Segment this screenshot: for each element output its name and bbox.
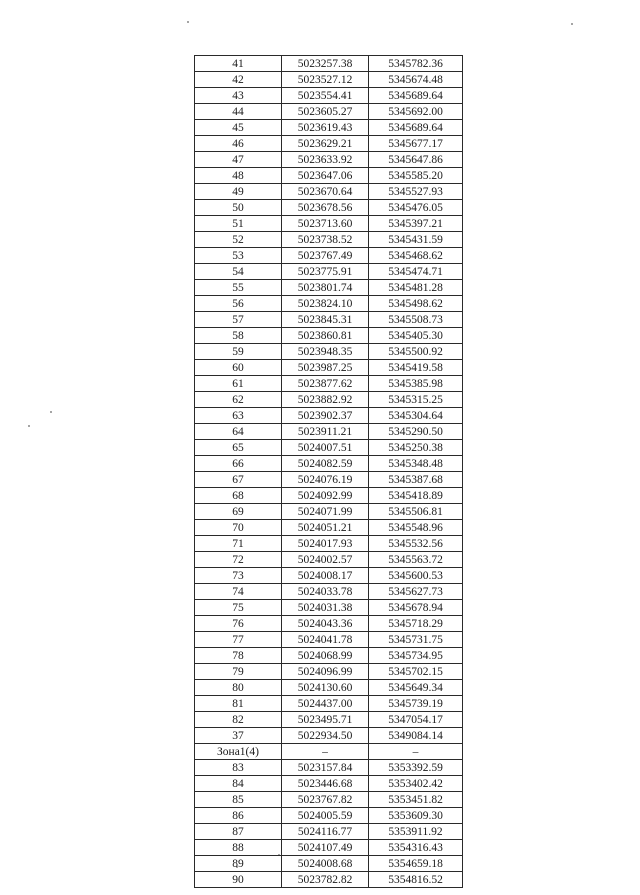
x-coordinate-cell: 5024005.59	[282, 808, 369, 824]
table-row	[195, 472, 463, 488]
y-coordinate-cell: 5345585.20	[369, 168, 463, 184]
point-number-cell: 56	[195, 296, 282, 312]
y-coordinate-cell: 5353609.30	[369, 808, 463, 824]
point-number-cell: 37	[195, 728, 282, 744]
y-coordinate-cell: 5345731.75	[369, 632, 463, 648]
point-number-cell: 88	[195, 840, 282, 856]
point-number-cell: 77	[195, 632, 282, 648]
x-coordinate-cell: 5022934.50	[282, 728, 369, 744]
table-row	[195, 552, 463, 568]
table-row	[195, 648, 463, 664]
table-row	[195, 680, 463, 696]
point-number-cell: 80	[195, 680, 282, 696]
x-coordinate-cell: 5024041.78	[282, 632, 369, 648]
point-number-cell: 90	[195, 872, 282, 888]
table-row	[195, 776, 463, 792]
x-coordinate-cell: 5024031.38	[282, 600, 369, 616]
y-coordinate-cell: 5345431.59	[369, 232, 463, 248]
y-coordinate-cell: 5345419.58	[369, 360, 463, 376]
point-number-cell: 50	[195, 200, 282, 216]
scan-speck	[571, 23, 573, 25]
x-coordinate-cell: 5023845.31	[282, 312, 369, 328]
y-coordinate-cell: 5354816.52	[369, 872, 463, 888]
table-row	[195, 600, 463, 616]
table-row	[195, 216, 463, 232]
y-coordinate-cell: 5345500.92	[369, 344, 463, 360]
table-row	[195, 808, 463, 824]
y-coordinate-cell: 5353911.92	[369, 824, 463, 840]
point-number-cell: 57	[195, 312, 282, 328]
scan-speck	[50, 411, 52, 413]
x-coordinate-cell: 5023801.74	[282, 280, 369, 296]
table-row	[195, 328, 463, 344]
table-row	[195, 616, 463, 632]
table-row	[195, 232, 463, 248]
table-row	[195, 360, 463, 376]
table-row	[195, 632, 463, 648]
y-coordinate-cell: 5345692.00	[369, 104, 463, 120]
x-coordinate-cell: 5023767.49	[282, 248, 369, 264]
table-row	[195, 424, 463, 440]
y-coordinate-cell: 5345649.34	[369, 680, 463, 696]
y-coordinate-cell: 5345468.62	[369, 248, 463, 264]
x-coordinate-cell: 5023738.52	[282, 232, 369, 248]
point-number-cell: 53	[195, 248, 282, 264]
x-coordinate-cell: 5023902.37	[282, 408, 369, 424]
point-number-cell: 64	[195, 424, 282, 440]
x-coordinate-cell: 5024130.60	[282, 680, 369, 696]
x-coordinate-cell: 5024051.21	[282, 520, 369, 536]
table-row	[195, 296, 463, 312]
table-row	[195, 104, 463, 120]
x-coordinate-cell: 5023157.84	[282, 760, 369, 776]
table-row	[195, 856, 463, 872]
table-row	[195, 568, 463, 584]
x-coordinate-cell: 5024076.19	[282, 472, 369, 488]
x-coordinate-cell: 5024116.77	[282, 824, 369, 840]
point-number-cell: 43	[195, 88, 282, 104]
point-number-cell: 75	[195, 600, 282, 616]
point-number-cell: 85	[195, 792, 282, 808]
y-coordinate-cell: 5345498.62	[369, 296, 463, 312]
table-row	[195, 136, 463, 152]
table-row	[195, 840, 463, 856]
y-coordinate-cell: 5345677.17	[369, 136, 463, 152]
x-coordinate-cell: 5024002.57	[282, 552, 369, 568]
point-number-cell: 63	[195, 408, 282, 424]
table-row	[195, 72, 463, 88]
y-coordinate-cell: 5349084.14	[369, 728, 463, 744]
x-coordinate-cell: 5024008.68	[282, 856, 369, 872]
x-coordinate-cell: 5023911.21	[282, 424, 369, 440]
x-coordinate-cell: 5023554.41	[282, 88, 369, 104]
x-coordinate-cell: 5023670.64	[282, 184, 369, 200]
y-coordinate-cell: 5345387.68	[369, 472, 463, 488]
y-coordinate-cell: 5345385.98	[369, 376, 463, 392]
point-number-cell: 59	[195, 344, 282, 360]
x-coordinate-cell: 5023713.60	[282, 216, 369, 232]
table-row	[195, 56, 463, 72]
x-coordinate-cell: 5023824.10	[282, 296, 369, 312]
y-coordinate-cell: 5345315.25	[369, 392, 463, 408]
point-number-cell: 49	[195, 184, 282, 200]
y-coordinate-cell: 5345304.64	[369, 408, 463, 424]
point-number-cell: 54	[195, 264, 282, 280]
y-coordinate-cell: 5353402.42	[369, 776, 463, 792]
point-number-cell: Зона1(4)	[195, 744, 282, 760]
x-coordinate-cell: 5023527.12	[282, 72, 369, 88]
point-number-cell: 82	[195, 712, 282, 728]
y-coordinate-cell: 5353451.82	[369, 792, 463, 808]
x-coordinate-cell: 5023629.21	[282, 136, 369, 152]
y-coordinate-cell: 5345474.71	[369, 264, 463, 280]
table-row	[195, 520, 463, 536]
y-coordinate-cell: 5345600.53	[369, 568, 463, 584]
table-row	[195, 536, 463, 552]
point-number-cell: 46	[195, 136, 282, 152]
table-row	[195, 88, 463, 104]
x-coordinate-cell: 5023647.06	[282, 168, 369, 184]
point-number-cell: 74	[195, 584, 282, 600]
point-number-cell: 51	[195, 216, 282, 232]
y-coordinate-cell: 5345418.89	[369, 488, 463, 504]
point-number-cell: 84	[195, 776, 282, 792]
y-coordinate-cell: 5347054.17	[369, 712, 463, 728]
x-coordinate-cell: 5023678.56	[282, 200, 369, 216]
y-coordinate-cell: 5345739.19	[369, 696, 463, 712]
table-row	[195, 728, 463, 744]
point-number-cell: 58	[195, 328, 282, 344]
point-number-cell: 47	[195, 152, 282, 168]
table-row	[195, 264, 463, 280]
table-row	[195, 120, 463, 136]
point-number-cell: 89	[195, 856, 282, 872]
table-row	[195, 872, 463, 888]
point-number-cell: 65	[195, 440, 282, 456]
point-number-cell: 45	[195, 120, 282, 136]
x-coordinate-cell: 5023619.43	[282, 120, 369, 136]
point-number-cell: 66	[195, 456, 282, 472]
y-coordinate-cell: 5345678.94	[369, 600, 463, 616]
point-number-cell: 69	[195, 504, 282, 520]
y-coordinate-cell: 5345508.73	[369, 312, 463, 328]
y-coordinate-cell: 5345734.95	[369, 648, 463, 664]
point-number-cell: 78	[195, 648, 282, 664]
x-coordinate-cell: 5023605.27	[282, 104, 369, 120]
x-coordinate-cell: 5024096.99	[282, 664, 369, 680]
x-coordinate-cell: 5024007.51	[282, 440, 369, 456]
x-coordinate-cell: 5023495.71	[282, 712, 369, 728]
x-coordinate-cell: 5024017.93	[282, 536, 369, 552]
point-number-cell: 81	[195, 696, 282, 712]
x-coordinate-cell: 5024068.99	[282, 648, 369, 664]
y-coordinate-cell: 5345627.73	[369, 584, 463, 600]
point-number-cell: 76	[195, 616, 282, 632]
point-number-cell: 86	[195, 808, 282, 824]
y-coordinate-cell: 5354659.18	[369, 856, 463, 872]
y-coordinate-cell: 5345563.72	[369, 552, 463, 568]
x-coordinate-cell: 5023775.91	[282, 264, 369, 280]
point-number-cell: 79	[195, 664, 282, 680]
coordinates-table	[194, 55, 463, 888]
point-number-cell: 71	[195, 536, 282, 552]
x-coordinate-cell: 5023877.62	[282, 376, 369, 392]
y-coordinate-cell: 5345348.48	[369, 456, 463, 472]
scan-speck	[187, 21, 189, 23]
x-coordinate-cell: 5024033.78	[282, 584, 369, 600]
table-row	[195, 200, 463, 216]
table-row	[195, 280, 463, 296]
x-coordinate-cell: 5024107.49	[282, 840, 369, 856]
y-coordinate-cell: 5354316.43	[369, 840, 463, 856]
x-coordinate-cell: 5023948.35	[282, 344, 369, 360]
point-number-cell: 44	[195, 104, 282, 120]
table-row	[195, 312, 463, 328]
table-row	[195, 664, 463, 680]
table-row	[195, 792, 463, 808]
point-number-cell: 73	[195, 568, 282, 584]
y-coordinate-cell: –	[369, 744, 463, 760]
table-row	[195, 152, 463, 168]
point-number-cell: 41	[195, 56, 282, 72]
table-row	[195, 488, 463, 504]
x-coordinate-cell: –	[282, 744, 369, 760]
x-coordinate-cell: 5023633.92	[282, 152, 369, 168]
x-coordinate-cell: 5024082.59	[282, 456, 369, 472]
point-number-cell: 55	[195, 280, 282, 296]
x-coordinate-cell: 5023987.25	[282, 360, 369, 376]
point-number-cell: 48	[195, 168, 282, 184]
table-row	[195, 584, 463, 600]
table-row	[195, 184, 463, 200]
table-row	[195, 376, 463, 392]
table-row	[195, 760, 463, 776]
y-coordinate-cell: 5345290.50	[369, 424, 463, 440]
point-number-cell: 83	[195, 760, 282, 776]
y-coordinate-cell: 5345481.28	[369, 280, 463, 296]
x-coordinate-cell: 5024092.99	[282, 488, 369, 504]
y-coordinate-cell: 5345647.86	[369, 152, 463, 168]
table-row	[195, 744, 463, 760]
table-row	[195, 504, 463, 520]
point-number-cell: 52	[195, 232, 282, 248]
point-number-cell: 70	[195, 520, 282, 536]
y-coordinate-cell: 5345782.36	[369, 56, 463, 72]
x-coordinate-cell: 5023782.82	[282, 872, 369, 888]
x-coordinate-cell: 5023860.81	[282, 328, 369, 344]
x-coordinate-cell: 5024071.99	[282, 504, 369, 520]
point-number-cell: 60	[195, 360, 282, 376]
y-coordinate-cell: 5345476.05	[369, 200, 463, 216]
coordinates-table-body	[195, 56, 463, 888]
y-coordinate-cell: 5345250.38	[369, 440, 463, 456]
point-number-cell: 72	[195, 552, 282, 568]
x-coordinate-cell: 5023446.68	[282, 776, 369, 792]
y-coordinate-cell: 5345405.30	[369, 328, 463, 344]
table-row	[195, 248, 463, 264]
y-coordinate-cell: 5345506.81	[369, 504, 463, 520]
y-coordinate-cell: 5345548.96	[369, 520, 463, 536]
x-coordinate-cell: 5023882.92	[282, 392, 369, 408]
y-coordinate-cell: 5345674.48	[369, 72, 463, 88]
y-coordinate-cell: 5345689.64	[369, 88, 463, 104]
table-row	[195, 696, 463, 712]
table-row	[195, 344, 463, 360]
table-row	[195, 824, 463, 840]
point-number-cell: 62	[195, 392, 282, 408]
table-row	[195, 456, 463, 472]
y-coordinate-cell: 5353392.59	[369, 760, 463, 776]
x-coordinate-cell: 5024008.17	[282, 568, 369, 584]
y-coordinate-cell: 5345689.64	[369, 120, 463, 136]
y-coordinate-cell: 5345718.29	[369, 616, 463, 632]
point-number-cell: 61	[195, 376, 282, 392]
table-row	[195, 440, 463, 456]
table-row	[195, 168, 463, 184]
point-number-cell: 67	[195, 472, 282, 488]
x-coordinate-cell: 5023767.82	[282, 792, 369, 808]
x-coordinate-cell: 5023257.38	[282, 56, 369, 72]
y-coordinate-cell: 5345532.56	[369, 536, 463, 552]
table-row	[195, 392, 463, 408]
point-number-cell: 87	[195, 824, 282, 840]
point-number-cell: 68	[195, 488, 282, 504]
scan-speck	[28, 425, 30, 427]
table-row	[195, 712, 463, 728]
x-coordinate-cell: 5024043.36	[282, 616, 369, 632]
y-coordinate-cell: 5345702.15	[369, 664, 463, 680]
table-row	[195, 408, 463, 424]
point-number-cell: 42	[195, 72, 282, 88]
y-coordinate-cell: 5345527.93	[369, 184, 463, 200]
y-coordinate-cell: 5345397.21	[369, 216, 463, 232]
x-coordinate-cell: 5024437.00	[282, 696, 369, 712]
